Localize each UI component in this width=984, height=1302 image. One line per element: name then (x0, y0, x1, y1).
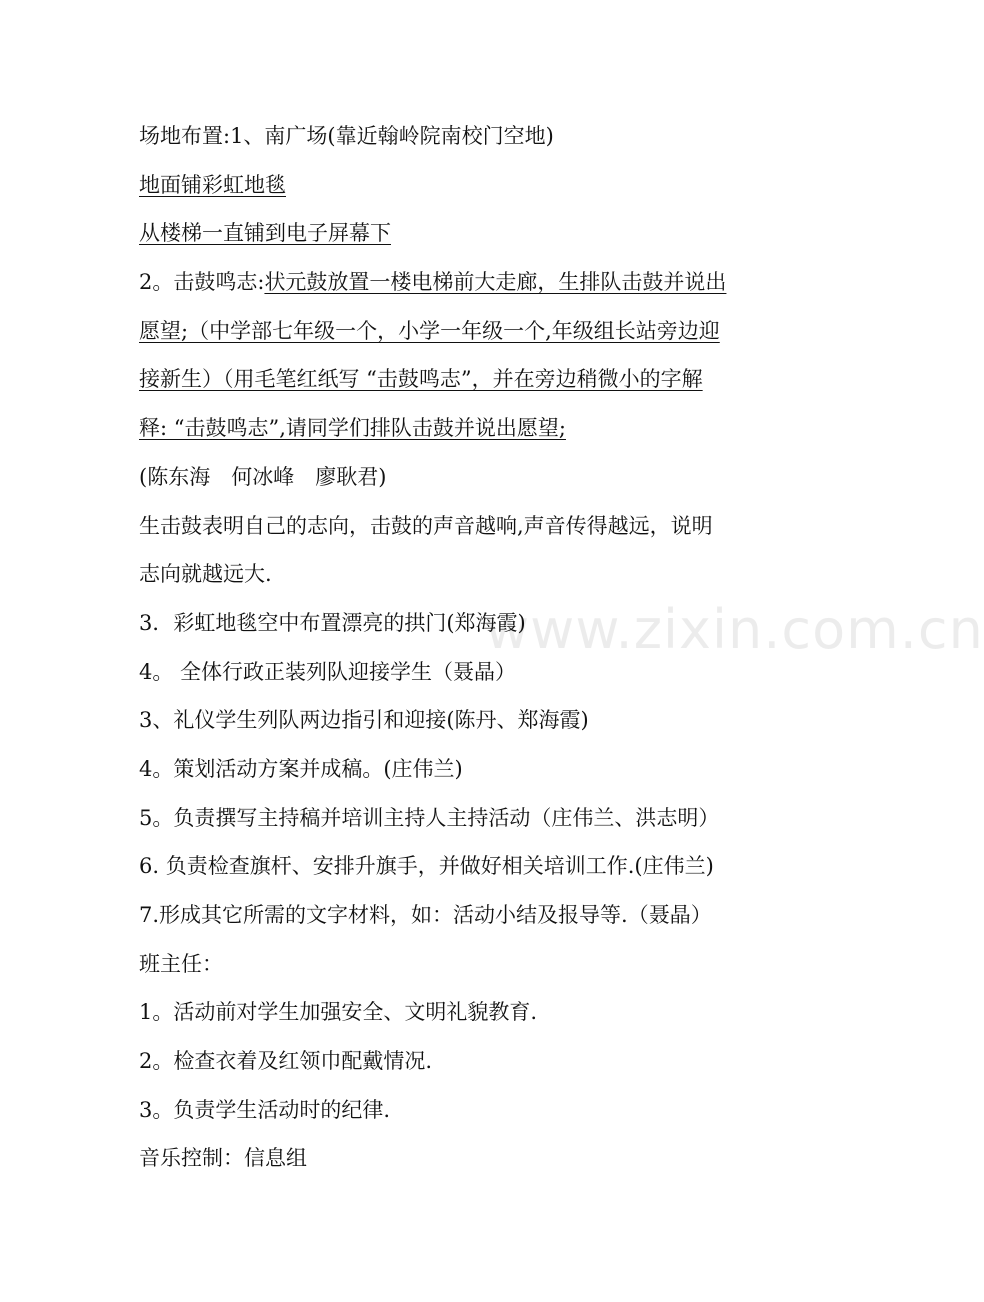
line-underlined-text: 释: “击鼓鸣志”,请同学们排队击鼓并说出愿望; (139, 416, 566, 441)
line-text: 6. 负责检查旗杆、安排升旗手，并做好相关培训工作.(庄伟兰) (139, 854, 714, 879)
line-underlined-text: 从楼梯一直铺到电子屏幕下 (139, 221, 391, 246)
line-text: 5。负责撰写主持稿并培训主持人主持活动（庄伟兰、洪志明） (139, 805, 720, 830)
line-text: 音乐控制：信息组 (139, 1146, 307, 1171)
text-line (139, 696, 789, 745)
line-underlined-text: 状元鼓放置一楼电梯前大走廊，生排队击鼓并说出 (264, 270, 727, 295)
line-text: 生击鼓表明自己的志向，击鼓的声音越响,声音传得越远，说明 (139, 513, 713, 538)
text-line (139, 161, 789, 210)
line-underlined-text: 愿望;（中学部七年级一个，小学一年级一个,年级组长站旁边迎 (139, 318, 720, 343)
line-text: 4。 全体行政正装列队迎接学生（聂晶） (139, 659, 517, 684)
text-line (139, 355, 789, 404)
text-line (139, 1037, 789, 1086)
text-line (139, 940, 789, 989)
line-text: 3。负责学生活动时的纪律. (139, 1097, 391, 1122)
watermark: www.zixin.com.cn (485, 598, 984, 661)
text-line (139, 988, 789, 1037)
line-text: 3．彩虹地毯空中布置漂亮的拱门(郑海霞) (139, 610, 526, 635)
line-text: 4。策划活动方案并成稿。(庄伟兰) (139, 756, 463, 781)
text-line (139, 258, 789, 307)
line-text: 7.形成其它所需的文字材料，如：活动小结及报导等.（聂晶） (139, 903, 712, 927)
line-text: 班主任： (139, 951, 223, 976)
line-text: 2。检查衣着及红领巾配戴情况. (139, 1049, 433, 1074)
text-line (139, 794, 789, 843)
text-line (139, 209, 789, 258)
text-line (139, 453, 789, 502)
text-line (139, 1134, 789, 1183)
line-text: 场地布置:1、南广场(靠近翰岭院南校门空地) (139, 124, 554, 148)
text-line (139, 307, 789, 356)
text-line (139, 891, 789, 940)
line-text: 1。活动前对学生加强安全、文明礼貌教育. (139, 1000, 538, 1025)
line-text: (陈东海 何冰峰 廖耿君) (139, 464, 387, 489)
line-text: 志向就越远大. (139, 562, 272, 587)
text-line (139, 842, 789, 891)
line-text: 3、礼仪学生列队两边指引和迎接(陈丹、郑海霞) (139, 708, 589, 733)
text-line (139, 745, 789, 794)
text-line (139, 502, 789, 551)
line-text: 2。击鼓鸣志: (139, 270, 265, 295)
text-line (139, 112, 789, 161)
line-underlined-text: 地面铺彩虹地毯 (139, 172, 286, 197)
document-body (139, 112, 789, 1183)
line-underlined-text: 接新生）（用毛笔红纸写 “击鼓鸣志”，并在旁边稍微小的字解 (139, 367, 703, 392)
text-line (139, 648, 789, 697)
text-line (139, 1086, 789, 1135)
text-line (139, 404, 789, 453)
text-line (139, 599, 789, 648)
text-line (139, 550, 789, 599)
